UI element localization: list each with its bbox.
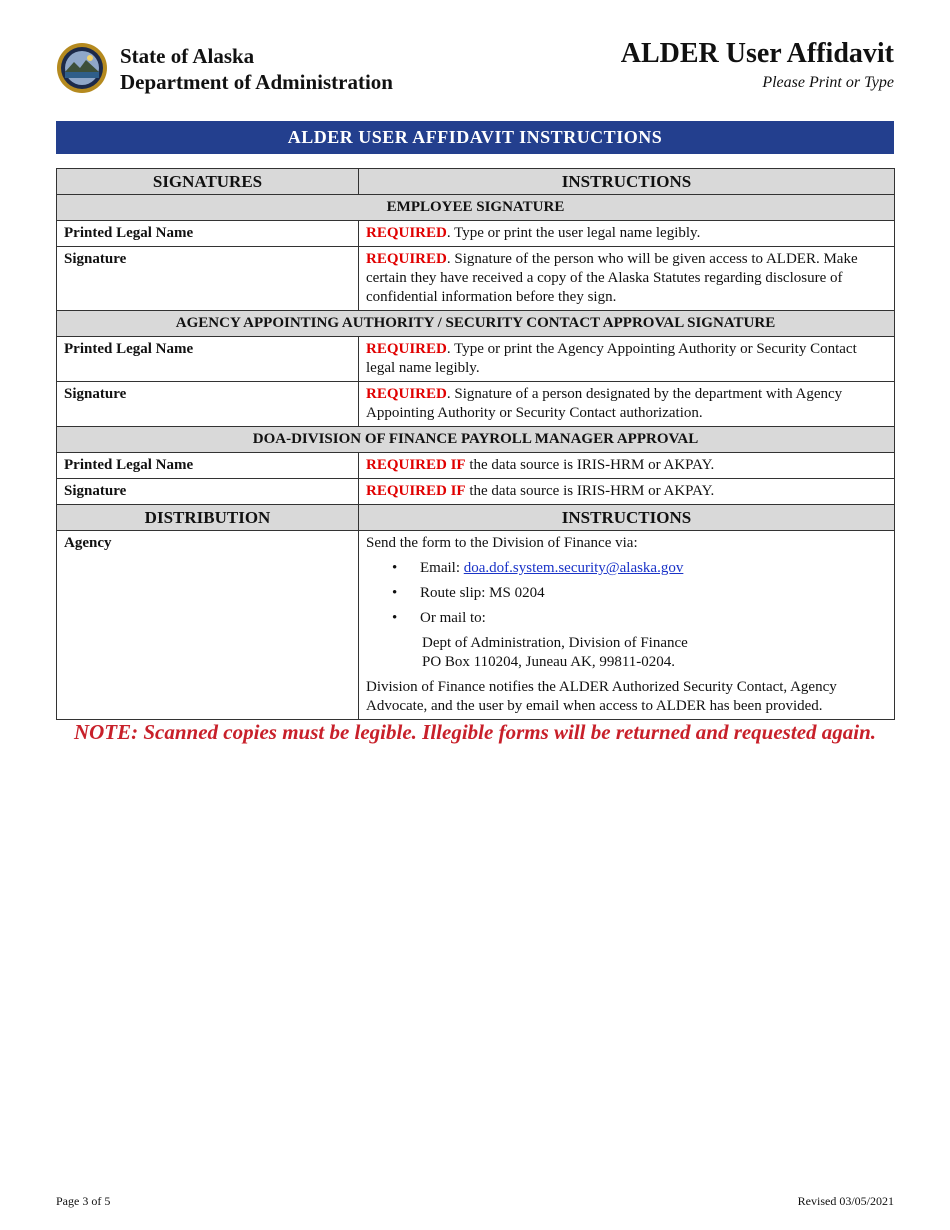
instruction-cell [359, 382, 895, 427]
header-signatures: SIGNATURES [57, 169, 359, 195]
section-row [57, 427, 895, 453]
label-printed-legal-name: Printed Legal Name [57, 337, 359, 382]
section-doa-approval: DOA-DIVISION OF FINANCE PAYROLL MANAGER APPROVAL [57, 427, 895, 453]
revision-date: Revised 03/05/2021 [797, 1194, 894, 1208]
instruction-cell [359, 221, 895, 247]
required-flag: REQUIRED [366, 251, 447, 267]
distribution-outro: Division of Finance notifies the ALDER Authorized Security Contact, Agency Advocate, and the user by email when access to ALDER has been provided. [366, 679, 837, 714]
page-number: Page 3 of 5 [56, 1194, 111, 1208]
page-header [56, 38, 894, 108]
organization-name [120, 43, 393, 95]
header-instructions: INSTRUCTIONS [359, 169, 895, 195]
header-instructions: INSTRUCTIONS [359, 505, 895, 531]
required-flag: REQUIRED [366, 225, 447, 241]
state-seal-icon [56, 42, 108, 94]
section-employee-signature: EMPLOYEE SIGNATURE [57, 195, 895, 221]
header-distribution: DISTRIBUTION [57, 505, 359, 531]
address-line: Dept of Administration, Division of Finance [422, 635, 688, 651]
email-link[interactable]: doa.dof.system.security@alaska.gov [463, 560, 684, 576]
required-flag: REQUIRED [366, 341, 447, 357]
table-row [57, 247, 895, 311]
section-row [57, 311, 895, 337]
required-flag: REQUIRED [366, 386, 447, 402]
instruction-text: . Type or print the Agency Appointing Authority or Security Contact legal name legibly. [366, 341, 857, 376]
label-signature: Signature [57, 247, 359, 311]
instruction-text: the data source is IRIS-HRM or AKPAY. [465, 457, 715, 473]
distribution-cell [359, 531, 895, 720]
section-row [57, 195, 895, 221]
instructions-table [56, 168, 895, 720]
legibility-note: NOTE: Scanned copies must be legible. Illegible forms will be returned and requested again. [73, 720, 877, 744]
distribution-list [366, 559, 887, 628]
list-item [366, 559, 887, 578]
table-row [57, 531, 895, 720]
label-printed-legal-name: Printed Legal Name [57, 453, 359, 479]
instruction-cell [359, 337, 895, 382]
instruction-cell [359, 453, 895, 479]
org-line-state: State of Alaska [120, 44, 255, 68]
label-agency: Agency [57, 531, 359, 720]
required-if-flag: REQUIRED IF [366, 457, 466, 473]
email-label: Email: [420, 560, 464, 576]
form-subtitle: Please Print or Type [762, 74, 894, 91]
table-row [57, 382, 895, 427]
section-agency-approval: AGENCY APPOINTING AUTHORITY / SECURITY CONTACT APPROVAL SIGNATURE [57, 311, 895, 337]
table-row [57, 337, 895, 382]
table-header-row [57, 169, 895, 195]
distribution-header-row [57, 505, 895, 531]
instruction-text: . Type or print the user legal name legibly. [446, 225, 701, 241]
address-line: PO Box 110204, Juneau AK, 99811-0204. [422, 654, 676, 670]
list-item: • Or mail to: [366, 609, 887, 628]
label-printed-legal-name: Printed Legal Name [57, 221, 359, 247]
table-row [57, 479, 895, 505]
org-line-department: Department of Administration [120, 70, 393, 94]
instructions-banner: ALDER USER AFFIDAVIT INSTRUCTIONS [56, 121, 894, 154]
table-row [57, 453, 895, 479]
form-title: ALDER User Affidavit [620, 38, 894, 69]
list-item: • Route slip: MS 0204 [366, 584, 887, 603]
distribution-intro: Send the form to the Division of Finance via: [366, 535, 638, 551]
instruction-text: . Signature of the person who will be given access to ALDER. Make certain they have received a copy of the Alaska Statutes regarding disclosure of confidential information before they sign. [366, 251, 858, 305]
instruction-text: . Signature of a person designated by the department with Agency Appointing Authority or Security Contact authorization. [366, 386, 843, 421]
label-signature: Signature [57, 479, 359, 505]
instruction-text: the data source is IRIS-HRM or AKPAY. [465, 483, 715, 499]
label-signature: Signature [57, 382, 359, 427]
instruction-cell [359, 247, 895, 311]
instruction-cell [359, 479, 895, 505]
table-row [57, 221, 895, 247]
required-if-flag: REQUIRED IF [366, 483, 466, 499]
